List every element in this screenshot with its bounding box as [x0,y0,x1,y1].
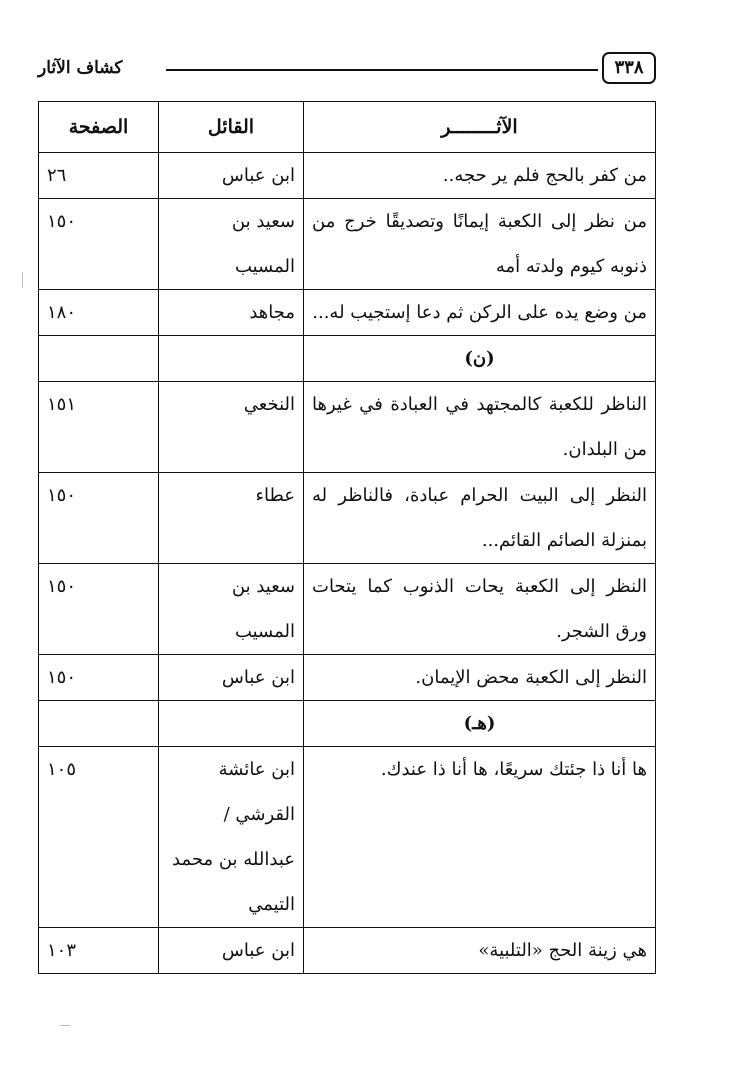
header-page: الصفحة [39,102,159,153]
page-cell: ١٥١ [39,382,159,473]
athar-cell: النظر إلى الكعبة محض الإيمان. [304,655,656,701]
section-letter: (ن) [304,336,656,382]
athar-cell: من كفر بالحج فلم ير حجه.. [304,153,656,199]
athar-cell: ها أنا ذا جئتك سريعًا، ها أنا ذا عندك. [304,747,656,928]
qaail-cell: النخعي [159,382,304,473]
page-cell: ١٥٠ [39,655,159,701]
header-rule [166,69,598,71]
header-qaail: القائل [159,102,304,153]
letter-section-row [39,701,656,747]
table-row [39,564,656,655]
page-cell: ٢٦ [39,153,159,199]
table-row [39,153,656,199]
page-cell [39,336,159,382]
page-cell: ١٥٠ [39,473,159,564]
header-athar: الآثــــــــر [304,102,656,153]
athar-index-table [38,101,656,974]
qaail-cell: عطاء [159,473,304,564]
page-cell: ١٥٠ [39,564,159,655]
athar-cell: الناظر للكعبة كالمجتهد في العبادة في غيرها من البلدان. [304,382,656,473]
page-cell [39,701,159,747]
running-title: كشاف الآثار [38,58,123,78]
athar-cell: النظر إلى البيت الحرام عبادة، فالناظر له بمنزلة الصائم القائم... [304,473,656,564]
athar-cell: من وضع يده على الركن ثم دعا إستجيب له... [304,290,656,336]
table-row [39,382,656,473]
table-row [39,928,656,974]
letter-section-row [39,336,656,382]
table-row [39,473,656,564]
section-letter: (هـ) [304,701,656,747]
scan-mark [60,1025,70,1026]
qaail-cell [159,336,304,382]
qaail-cell: ابن عباس [159,655,304,701]
table-row [39,655,656,701]
table-row [39,747,656,928]
page-cell: ١٨٠ [39,290,159,336]
qaail-cell: ابن عائشة القرشي / عبدالله بن محمد التيمي [159,747,304,928]
qaail-cell: سعيد بن المسيب [159,199,304,290]
qaail-cell: مجاهد [159,290,304,336]
page-cell: ١٠٣ [39,928,159,974]
athar-cell: هي زينة الحج «التلبية» [304,928,656,974]
page-number: ٣٣٨ [602,52,656,84]
scan-mark [22,272,23,288]
page-cell: ١٠٥ [39,747,159,928]
athar-cell: من نظر إلى الكعبة إيمانًا وتصديقًا خرج من ذنوبه كيوم ولدته أمه [304,199,656,290]
table-row [39,199,656,290]
qaail-cell: ابن عباس [159,153,304,199]
qaail-cell [159,701,304,747]
qaail-cell: سعيد بن المسيب [159,564,304,655]
qaail-cell: ابن عباس [159,928,304,974]
page-header [38,50,656,92]
table-row [39,290,656,336]
athar-cell: النظر إلى الكعبة يحات الذنوب كما يتحات ورق الشجر. [304,564,656,655]
page-cell: ١٥٠ [39,199,159,290]
table-header-row [39,102,656,153]
